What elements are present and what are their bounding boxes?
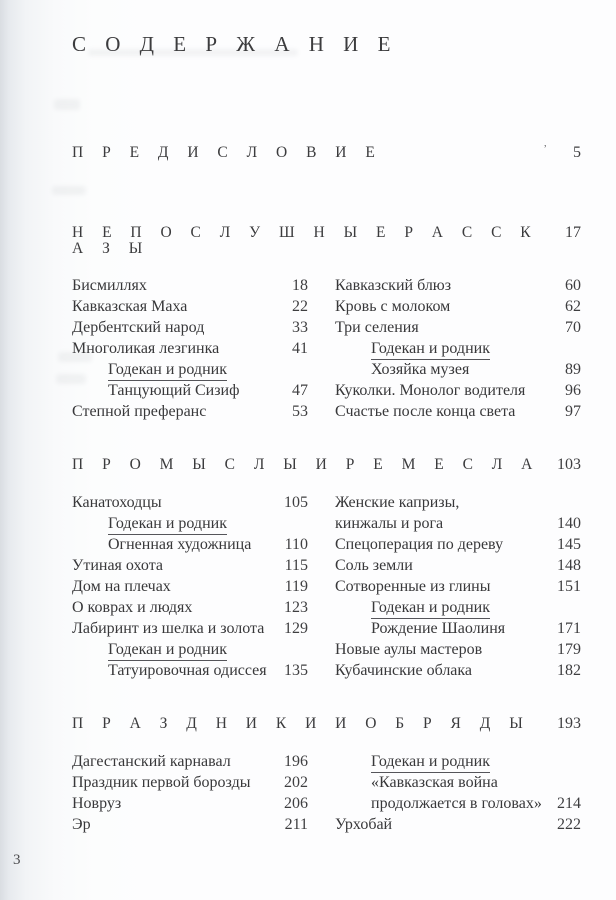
entry-title: Эр bbox=[72, 816, 91, 833]
entry-page-number: 47 bbox=[292, 382, 308, 399]
entry-title: Сотворенные из глины bbox=[335, 578, 491, 595]
entry-title: Кубачинские облака bbox=[335, 662, 473, 679]
toc-entry bbox=[72, 515, 308, 536]
entry-title: Татуировочная одиссея bbox=[108, 662, 267, 679]
entry-page-number: 151 bbox=[557, 578, 581, 595]
entry-page-number: 206 bbox=[284, 795, 308, 812]
entry-title: Кавказский блюз bbox=[335, 277, 452, 294]
column-right bbox=[335, 277, 581, 424]
toc-entry bbox=[335, 361, 581, 382]
entry-page-number: 53 bbox=[292, 403, 308, 420]
entry-title: Счастье после конца света bbox=[335, 403, 516, 420]
section-title: П Р А З Д Н И К И И О Б Р Я Д Ы bbox=[72, 715, 528, 732]
entry-page-number: 171 bbox=[557, 620, 581, 637]
toc-entry bbox=[72, 816, 308, 837]
entry-title: Канатоходцы bbox=[72, 494, 162, 511]
toc-entry bbox=[72, 620, 308, 641]
toc-entry bbox=[335, 578, 581, 599]
toc-section bbox=[72, 225, 581, 424]
entry-title: Годекан и родник bbox=[108, 641, 227, 661]
entry-page-number: 145 bbox=[557, 536, 581, 553]
toc-entry bbox=[72, 578, 308, 599]
entry-page-number: 140 bbox=[557, 515, 581, 532]
toc-entry bbox=[335, 599, 581, 620]
toc-entry bbox=[72, 753, 308, 774]
toc-entry bbox=[335, 382, 581, 403]
page-title: С О Д Е Р Ж А Н И Е bbox=[72, 32, 398, 56]
entry-title: Дербентский народ bbox=[72, 319, 205, 336]
entry-page-number: 135 bbox=[284, 662, 308, 679]
entry-title: Годекан и родник bbox=[108, 361, 227, 381]
toc-section bbox=[72, 457, 581, 683]
entry-page-number: 115 bbox=[284, 557, 308, 574]
toc-entry bbox=[335, 536, 581, 557]
section-header bbox=[72, 457, 581, 473]
toc-section bbox=[72, 716, 581, 837]
toc-entry bbox=[335, 557, 581, 578]
preface-row bbox=[72, 145, 581, 161]
entry-title: «Кавказская война bbox=[371, 774, 498, 791]
toc-entry bbox=[335, 641, 581, 662]
entry-page-number: 179 bbox=[557, 641, 581, 658]
entry-title: Многоликая лезгинка bbox=[72, 340, 220, 357]
toc-entry bbox=[72, 298, 308, 319]
toc-entry bbox=[72, 599, 308, 620]
entry-title: Годекан и родник bbox=[371, 753, 490, 773]
entry-title: Кавказская Маха bbox=[72, 298, 188, 315]
entry-page-number: 222 bbox=[557, 816, 581, 833]
entry-title: Спецоперация по дереву bbox=[335, 536, 504, 553]
entry-page-number: 196 bbox=[284, 753, 308, 770]
entry-page-number: 110 bbox=[284, 536, 308, 553]
entry-page-number: 123 bbox=[284, 599, 308, 616]
entry-title: продолжается в головах» bbox=[371, 795, 542, 812]
toc-entry bbox=[335, 298, 581, 319]
entry-title: Женские капризы, bbox=[335, 494, 460, 511]
print-speck-artifact: ’ bbox=[543, 143, 547, 155]
entry-title: Дом на плечах bbox=[72, 578, 171, 595]
section-columns bbox=[72, 753, 581, 837]
entry-page-number: 33 bbox=[292, 319, 308, 336]
entry-title: Годекан и родник bbox=[108, 515, 227, 535]
entry-title: Степной преферанс bbox=[72, 403, 207, 420]
preface-label: П Р Е Д И С Л О В И Е bbox=[72, 144, 380, 161]
entry-page-number: 22 bbox=[292, 298, 308, 315]
entry-title: Урхобай bbox=[335, 816, 393, 833]
entry-page-number: 119 bbox=[284, 578, 308, 595]
entry-title: кинжалы и рога bbox=[335, 515, 444, 532]
entry-page-number: 129 bbox=[284, 620, 308, 637]
entry-title: Хозяйка музея bbox=[371, 361, 470, 378]
toc-entry bbox=[335, 662, 581, 683]
toc-entry bbox=[72, 403, 308, 424]
toc-entry bbox=[335, 403, 581, 424]
toc-entry bbox=[335, 277, 581, 298]
entry-title: Кровь с молоком bbox=[335, 298, 451, 315]
entry-page-number: 97 bbox=[565, 403, 581, 420]
toc-entry bbox=[72, 382, 308, 403]
toc-entry bbox=[72, 361, 308, 382]
entry-title: Три селения bbox=[335, 319, 419, 336]
sections-container bbox=[72, 225, 581, 837]
toc-entry bbox=[335, 494, 581, 515]
entry-title: Праздник первой борозды bbox=[72, 774, 251, 791]
toc-entry bbox=[335, 753, 581, 774]
section-title: Н Е П О С Л У Ш Н Ы Е Р А С С К А З Ы bbox=[72, 224, 536, 257]
entry-page-number: 18 bbox=[292, 277, 308, 294]
section-header bbox=[72, 225, 581, 256]
toc-entry bbox=[72, 277, 308, 298]
entry-title: Соль земли bbox=[335, 557, 413, 574]
entry-page-number: 202 bbox=[284, 774, 308, 791]
toc-entry bbox=[335, 795, 581, 816]
page-folio: 3 bbox=[13, 852, 21, 868]
toc-entry bbox=[72, 662, 308, 683]
entry-title: Огненная художница bbox=[108, 536, 252, 553]
toc-entry bbox=[335, 515, 581, 536]
section-columns bbox=[72, 494, 581, 683]
entry-title: Годекан и родник bbox=[371, 599, 490, 619]
toc-entry bbox=[335, 774, 581, 795]
section-page-number: 103 bbox=[557, 456, 581, 473]
preface-page-number: 5 bbox=[573, 144, 581, 161]
toc-entry bbox=[335, 816, 581, 837]
entry-page-number: 70 bbox=[565, 319, 581, 336]
toc-entry bbox=[335, 620, 581, 641]
entry-page-number: 62 bbox=[565, 298, 581, 315]
entry-page-number: 96 bbox=[565, 382, 581, 399]
entry-page-number: 182 bbox=[557, 662, 581, 679]
toc-entry bbox=[72, 536, 308, 557]
section-title: П Р О М Ы С Л Ы И Р Е М Е С Л А bbox=[72, 456, 537, 473]
entry-page-number: 89 bbox=[565, 361, 581, 378]
section-page-number: 17 bbox=[565, 224, 581, 241]
column-right bbox=[335, 753, 581, 837]
toc-entry bbox=[72, 795, 308, 816]
toc-entry bbox=[72, 494, 308, 515]
entry-title: Куколки. Монолог водителя bbox=[335, 382, 526, 399]
entry-title: Новые аулы мастеров bbox=[335, 641, 483, 658]
entry-title: Танцующий Сизиф bbox=[108, 382, 240, 399]
column-left bbox=[72, 494, 308, 683]
section-columns bbox=[72, 277, 581, 424]
toc-entry bbox=[72, 319, 308, 340]
section-header bbox=[72, 716, 581, 732]
entry-title: Лабиринт из шелка и золота bbox=[72, 620, 265, 637]
entry-title: Бисмиллях bbox=[72, 277, 147, 294]
toc-content bbox=[72, 34, 581, 870]
toc-entry bbox=[72, 641, 308, 662]
section-page-number: 193 bbox=[557, 715, 581, 732]
toc-entry bbox=[72, 774, 308, 795]
column-left bbox=[72, 753, 308, 837]
entry-title: Годекан и родник bbox=[371, 340, 490, 360]
entry-page-number: 60 bbox=[565, 277, 581, 294]
entry-page-number: 105 bbox=[284, 494, 308, 511]
entry-page-number: 214 bbox=[557, 795, 581, 812]
toc-entry bbox=[72, 557, 308, 578]
toc-entry bbox=[72, 340, 308, 361]
entry-page-number: 211 bbox=[284, 816, 308, 833]
entry-title: Дагестанский карнавал bbox=[72, 753, 231, 770]
entry-page-number: 41 bbox=[292, 340, 308, 357]
column-right bbox=[335, 494, 581, 683]
toc-entry bbox=[335, 319, 581, 340]
column-left bbox=[72, 277, 308, 424]
entry-title: О коврах и людях bbox=[72, 599, 193, 616]
entry-title: Утиная охота bbox=[72, 557, 163, 574]
toc-entry bbox=[335, 340, 581, 361]
entry-title: Новруз bbox=[72, 795, 122, 812]
entry-page-number: 148 bbox=[557, 557, 581, 574]
entry-title: Рождение Шаолиня bbox=[371, 620, 506, 637]
